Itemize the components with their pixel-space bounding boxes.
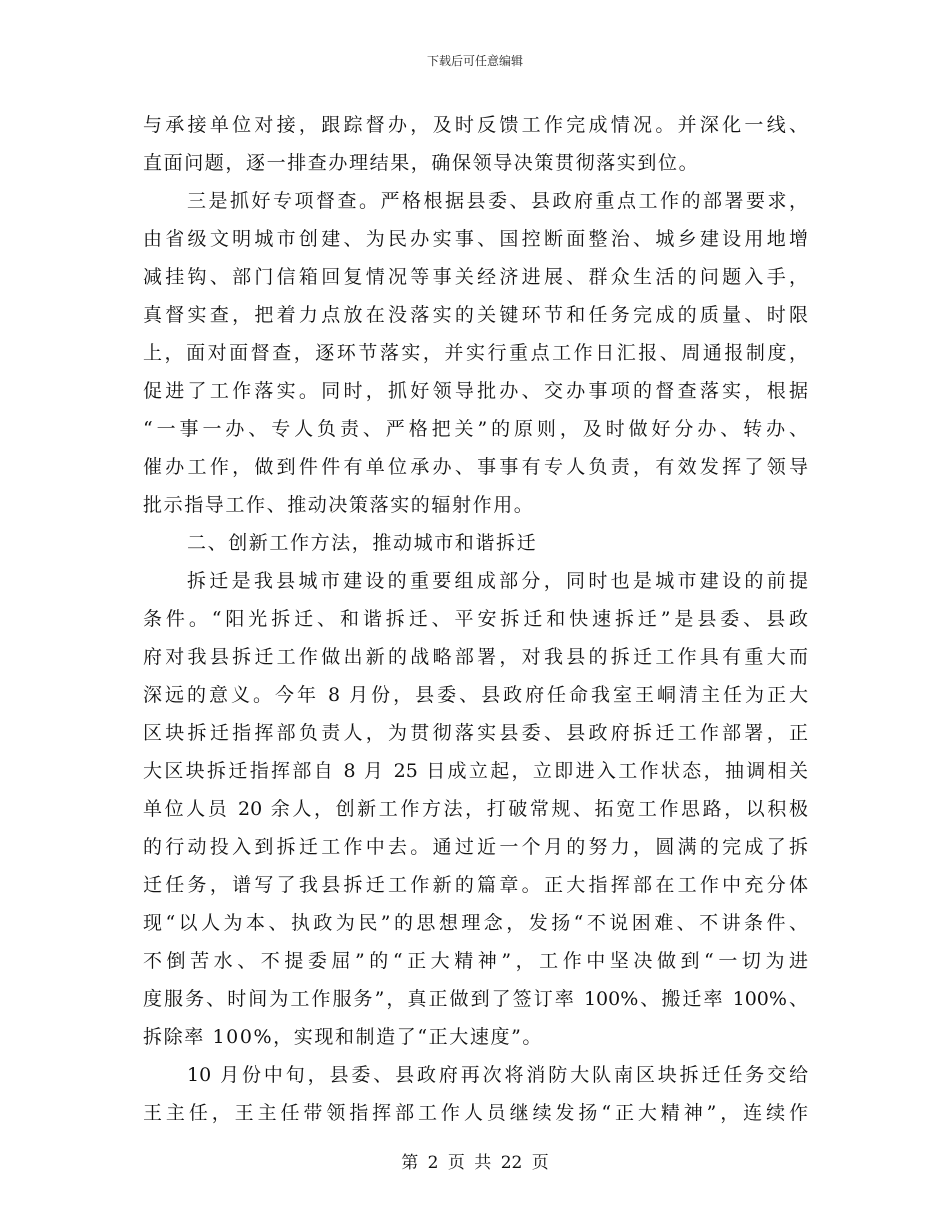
text-line: 的行动投入到拆迁工作中去。通过近一个月的努力，圆满的完成了拆 — [143, 836, 808, 858]
text-line: 上，面对面督查，逐环节落实，并实行重点工作日汇报、周通报制度， — [143, 342, 808, 364]
text-line: 不倒苦水、不提委屈”的“正大精神”，工作中坚决做到“一切为进 — [143, 950, 808, 972]
text-line: 促进了工作落实。同时，抓好领导批办、交办事项的督查落实，根据 — [143, 380, 808, 402]
text-line: 大区块拆迁指挥部自 8 月 25 日成立起，立即进入工作状态，抽调相关 — [143, 760, 808, 782]
text-line: 拆除率 100%，实现和制造了“正大速度”。 — [143, 1026, 543, 1048]
text-line: 区块拆迁指挥部负责人，为贯彻落实县委、县政府拆迁工作部署，正 — [143, 722, 808, 744]
text-line: 与承接单位对接，跟踪督办，及时反馈工作完成情况。并深化一线、 — [143, 114, 808, 136]
page-number: 第 2 页 共 22 页 — [401, 1153, 549, 1173]
text-line: 催办工作，做到件件有单位承办、事事有专人负责，有效发挥了领导 — [143, 456, 808, 478]
text-line: 府对我县拆迁工作做出新的战略部署，对我县的拆迁工作具有重大而 — [143, 646, 808, 668]
text-line: 直面问题，逐一排查办理结果，确保领导决策贯彻落实到位。 — [143, 152, 700, 174]
text-line: 10 月份中旬，县委、县政府再次将消防大队南区块拆迁任务交给 — [187, 1064, 808, 1086]
document-body — [143, 106, 808, 1132]
text-line: 迁任务，谱写了我县拆迁工作新的篇章。正大指挥部在工作中充分体 — [143, 874, 808, 896]
section-heading: 二、创新工作方法，推动城市和谐拆迁 — [187, 532, 538, 554]
text-line: 度服务、时间为工作服务”，真正做到了签订率 100%、搬迁率 100%、 — [143, 988, 808, 1010]
page-header: 下载后可任意编辑 — [426, 54, 523, 68]
text-line: 拆迁是我县城市建设的重要组成部分，同时也是城市建设的前提 — [187, 570, 808, 592]
text-line: 减挂钩、部门信箱回复情况等事关经济进展、群众生活的问题入手， — [143, 266, 808, 288]
text-line: 批示指导工作、推动决策落实的辐射作用。 — [143, 494, 535, 516]
text-line: 深远的意义。今年 8 月份，县委、县政府任命我室王峒清主任为正大 — [143, 684, 808, 706]
text-line: “一事一办、专人负责、严格把关”的原则，及时做好分办、转办、 — [143, 418, 808, 440]
text-line: 真督实查，把着力点放在没落实的关键环节和任务完成的质量、时限 — [143, 304, 808, 326]
text-line: 由省级文明城市创建、为民办实事、国控断面整治、城乡建设用地增 — [143, 228, 808, 250]
text-line: 条件。“阳光拆迁、和谐拆迁、平安拆迁和快速拆迁”是县委、县政 — [143, 608, 808, 630]
text-line: 三是抓好专项督查。严格根据县委、县政府重点工作的部署要求， — [187, 190, 808, 212]
text-line: 单位人员 20 余人，创新工作方法，打破常规、拓宽工作思路，以积极 — [143, 798, 808, 820]
text-line: 现“以人为本、执政为民”的思想理念，发扬“不说困难、不讲条件、 — [143, 912, 808, 934]
text-line: 王主任，王主任带领指挥部工作人员继续发扬“正大精神”，连续作 — [143, 1102, 808, 1124]
